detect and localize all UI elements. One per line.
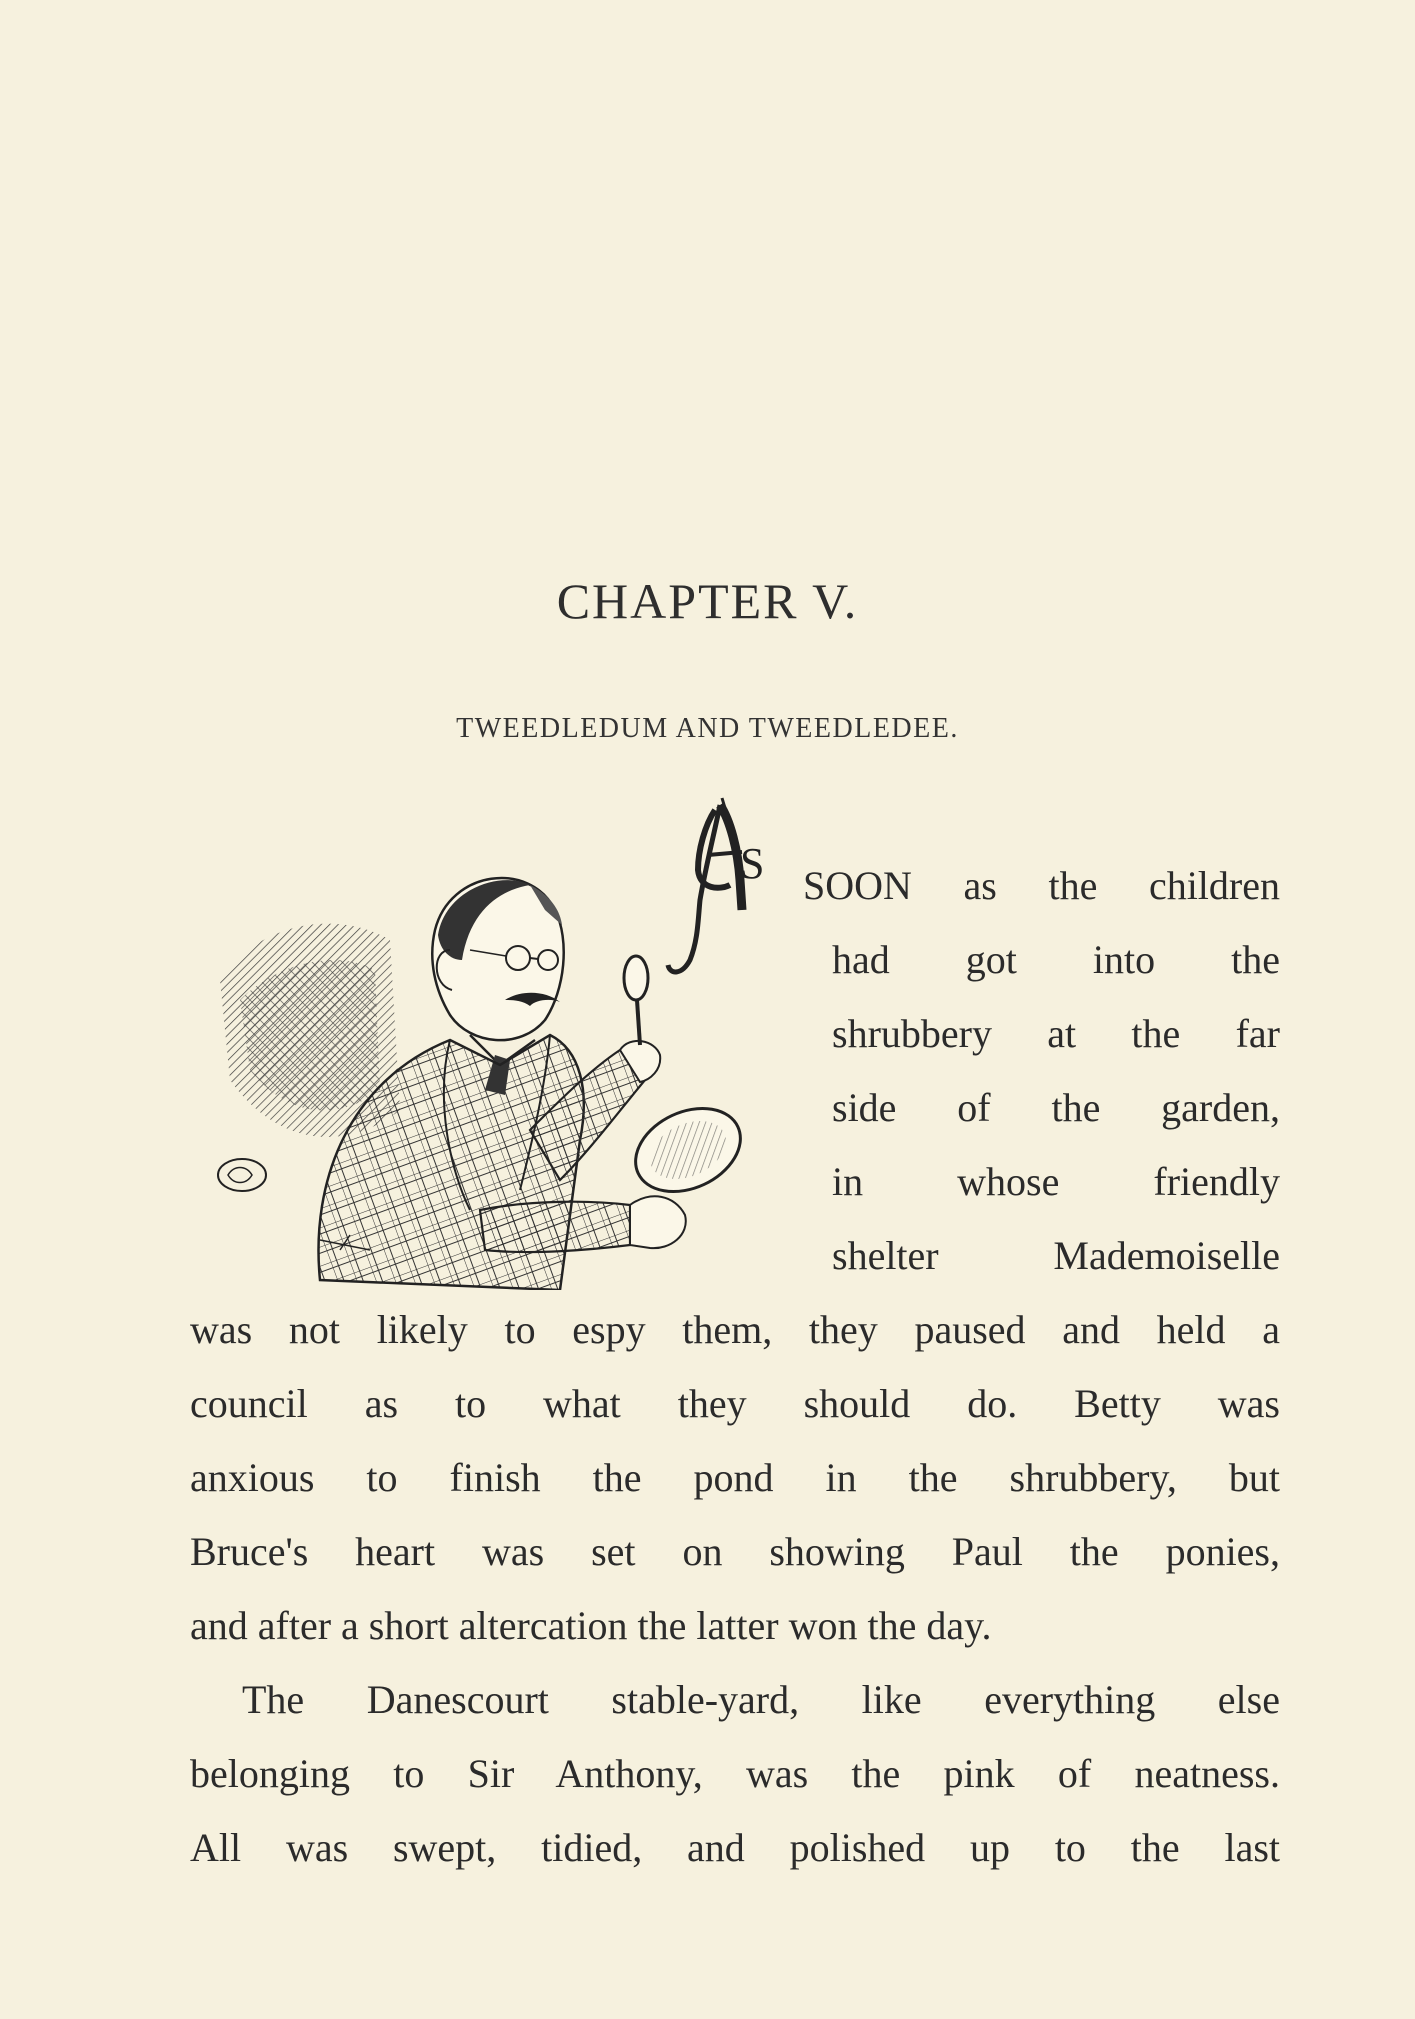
text-line: Bruce's heart was set on showing Paul the ponies,	[190, 1529, 1280, 1574]
text-line: and after a short altercation the latter won the day.	[190, 1603, 992, 1648]
text-line: shelter Mademoiselle	[832, 1233, 1280, 1278]
text-line: side of the garden,	[832, 1085, 1280, 1130]
text-line: shrubbery at the far	[832, 1011, 1280, 1056]
text-line: was not likely to espy them, they paused and held a	[190, 1307, 1280, 1352]
text-line: anxious to finish the pond in the shrubbery, but	[190, 1455, 1280, 1500]
chapter-title: CHAPTER V.	[556, 573, 859, 629]
text-line: SOON as the children	[803, 863, 1280, 908]
chapter-subtitle: TWEEDLEDUM AND TWEEDLEDEE.	[456, 713, 959, 744]
text-line: had got into the	[832, 937, 1280, 982]
drop-cap-ornamental-a	[660, 790, 780, 990]
text-line: belonging to Sir Anthony, was the pink of neatness.	[190, 1751, 1280, 1796]
text-line: All was swept, tidied, and polished up to the last	[190, 1825, 1280, 1870]
text-line: in whose friendly	[832, 1159, 1280, 1204]
text-line: The Danescourt stable-yard, like everything else	[242, 1677, 1280, 1722]
text-line: council as to what they should do. Betty was	[190, 1381, 1280, 1426]
drop-cap-second-letter: S	[740, 839, 765, 888]
